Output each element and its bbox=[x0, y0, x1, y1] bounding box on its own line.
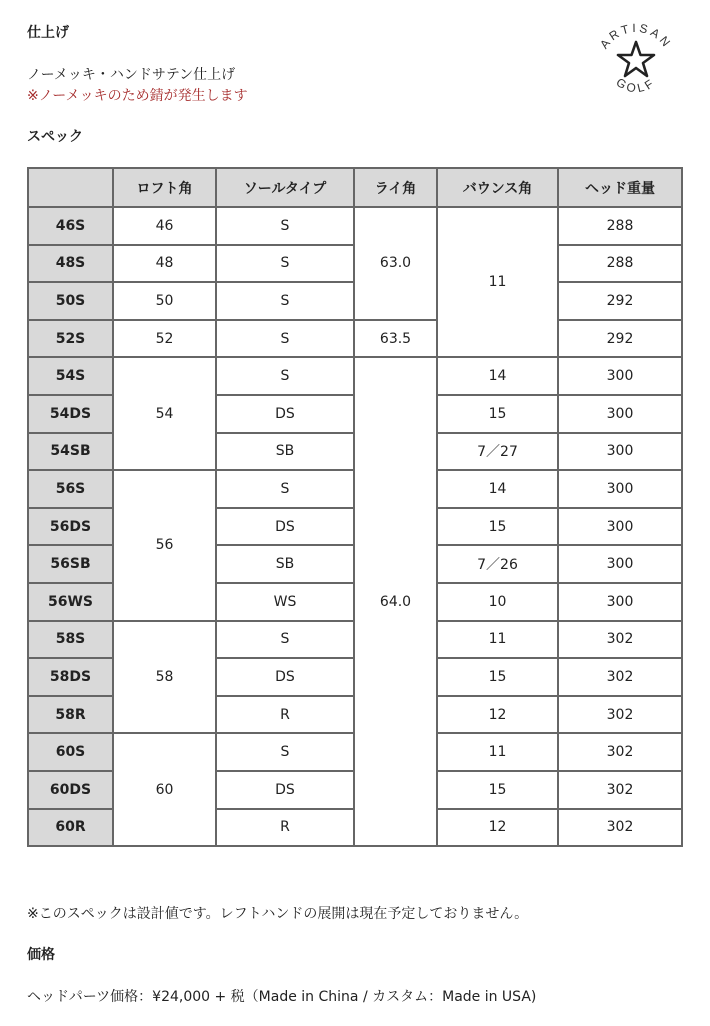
column-header-model bbox=[28, 168, 113, 207]
sole-cell: S bbox=[216, 470, 354, 508]
sole-cell: SB bbox=[216, 433, 354, 471]
model-cell: 56S bbox=[28, 470, 113, 508]
bounce-cell: 15 bbox=[437, 395, 558, 433]
weight-cell: 300 bbox=[558, 433, 682, 471]
loft-cell: 52 bbox=[113, 320, 216, 358]
sole-cell: SB bbox=[216, 545, 354, 583]
sole-cell: S bbox=[216, 207, 354, 245]
spec-note: ※このスペックは設計値です。レフトハンドの展開は現在予定しておりません。 bbox=[27, 906, 529, 922]
column-header-loft: ロフト角 bbox=[113, 168, 216, 207]
weight-cell: 300 bbox=[558, 395, 682, 433]
bounce-cell: 7／26 bbox=[437, 545, 558, 583]
bounce-cell: 15 bbox=[437, 508, 558, 546]
model-cell: 48S bbox=[28, 245, 113, 283]
artisan-golf-logo bbox=[588, 14, 684, 110]
price-line: ヘッドパーツ価格：¥24,000 + 税（Made in China / カスタム：Made in USA) bbox=[27, 989, 537, 1005]
bounce-cell: 12 bbox=[437, 809, 558, 847]
weight-cell: 300 bbox=[558, 508, 682, 546]
model-cell: 54DS bbox=[28, 395, 113, 433]
loft-cell: 58 bbox=[113, 621, 216, 734]
weight-cell: 302 bbox=[558, 621, 682, 659]
sole-cell: S bbox=[216, 282, 354, 320]
weight-cell: 288 bbox=[558, 245, 682, 283]
loft-cell: 50 bbox=[113, 282, 216, 320]
weight-cell: 292 bbox=[558, 282, 682, 320]
model-cell: 54SB bbox=[28, 433, 113, 471]
lie-cell: 63.0 bbox=[354, 207, 437, 320]
model-cell: 56DS bbox=[28, 508, 113, 546]
model-cell: 56SB bbox=[28, 545, 113, 583]
loft-cell: 46 bbox=[113, 207, 216, 245]
table-header-row bbox=[28, 168, 682, 207]
loft-cell: 60 bbox=[113, 733, 216, 846]
model-cell: 56WS bbox=[28, 583, 113, 621]
column-header-sole: ソールタイプ bbox=[216, 168, 354, 207]
column-header-bounce: バウンス角 bbox=[437, 168, 558, 207]
lie-cell: 63.5 bbox=[354, 320, 437, 358]
sole-cell: DS bbox=[216, 395, 354, 433]
sole-cell: DS bbox=[216, 658, 354, 696]
finish-heading: 仕上げ bbox=[27, 25, 69, 41]
table-row bbox=[28, 320, 682, 358]
sole-cell: S bbox=[216, 357, 354, 395]
logo-bottom-text: GOLF bbox=[613, 75, 659, 96]
model-cell: 54S bbox=[28, 357, 113, 395]
weight-cell: 302 bbox=[558, 658, 682, 696]
model-cell: 52S bbox=[28, 320, 113, 358]
weight-cell: 300 bbox=[558, 583, 682, 621]
finish-description: ノーメッキ・ハンドサテン仕上げ bbox=[27, 67, 236, 83]
logo-top-text: ARTISAN bbox=[597, 20, 675, 52]
table-row bbox=[28, 357, 682, 395]
column-header-lie: ライ角 bbox=[354, 168, 437, 207]
bounce-cell: 12 bbox=[437, 696, 558, 734]
loft-cell: 56 bbox=[113, 470, 216, 620]
loft-cell: 54 bbox=[113, 357, 216, 470]
sole-cell: S bbox=[216, 320, 354, 358]
price-heading: 価格 bbox=[27, 947, 55, 963]
weight-cell: 302 bbox=[558, 696, 682, 734]
finish-rust-note: ※ノーメッキのため錆が発生します bbox=[27, 88, 248, 104]
sole-cell: S bbox=[216, 733, 354, 771]
bounce-cell: 11 bbox=[437, 733, 558, 771]
bounce-cell: 14 bbox=[437, 470, 558, 508]
model-cell: 50S bbox=[28, 282, 113, 320]
sole-cell: WS bbox=[216, 583, 354, 621]
weight-cell: 302 bbox=[558, 771, 682, 809]
sole-cell: DS bbox=[216, 771, 354, 809]
bounce-cell: 15 bbox=[437, 771, 558, 809]
loft-cell: 48 bbox=[113, 245, 216, 283]
model-cell: 58DS bbox=[28, 658, 113, 696]
spec-heading: スペック bbox=[27, 129, 83, 145]
model-cell: 60R bbox=[28, 809, 113, 847]
model-cell: 46S bbox=[28, 207, 113, 245]
sole-cell: S bbox=[216, 245, 354, 283]
column-header-weight: ヘッド重量 bbox=[558, 168, 682, 207]
weight-cell: 288 bbox=[558, 207, 682, 245]
sole-cell: R bbox=[216, 809, 354, 847]
weight-cell: 302 bbox=[558, 733, 682, 771]
model-cell: 58S bbox=[28, 621, 113, 659]
bounce-cell: 15 bbox=[437, 658, 558, 696]
bounce-cell: 11 bbox=[437, 621, 558, 659]
star-icon bbox=[588, 14, 684, 110]
svg-text:GOLF bbox=[614, 75, 659, 95]
bounce-cell: 11 bbox=[437, 207, 558, 357]
sole-cell: S bbox=[216, 621, 354, 659]
weight-cell: 300 bbox=[558, 470, 682, 508]
bounce-cell: 10 bbox=[437, 583, 558, 621]
model-cell: 60S bbox=[28, 733, 113, 771]
bounce-cell: 14 bbox=[437, 357, 558, 395]
sole-cell: DS bbox=[216, 508, 354, 546]
weight-cell: 300 bbox=[558, 357, 682, 395]
model-cell: 60DS bbox=[28, 771, 113, 809]
weight-cell: 302 bbox=[558, 809, 682, 847]
weight-cell: 300 bbox=[558, 545, 682, 583]
bounce-cell: 7／27 bbox=[437, 433, 558, 471]
lie-cell: 64.0 bbox=[354, 357, 437, 846]
weight-cell: 292 bbox=[558, 320, 682, 358]
table-row bbox=[28, 207, 682, 245]
sole-cell: R bbox=[216, 696, 354, 734]
spec-table bbox=[27, 167, 683, 847]
model-cell: 58R bbox=[28, 696, 113, 734]
svg-text:ARTISAN bbox=[597, 21, 675, 51]
